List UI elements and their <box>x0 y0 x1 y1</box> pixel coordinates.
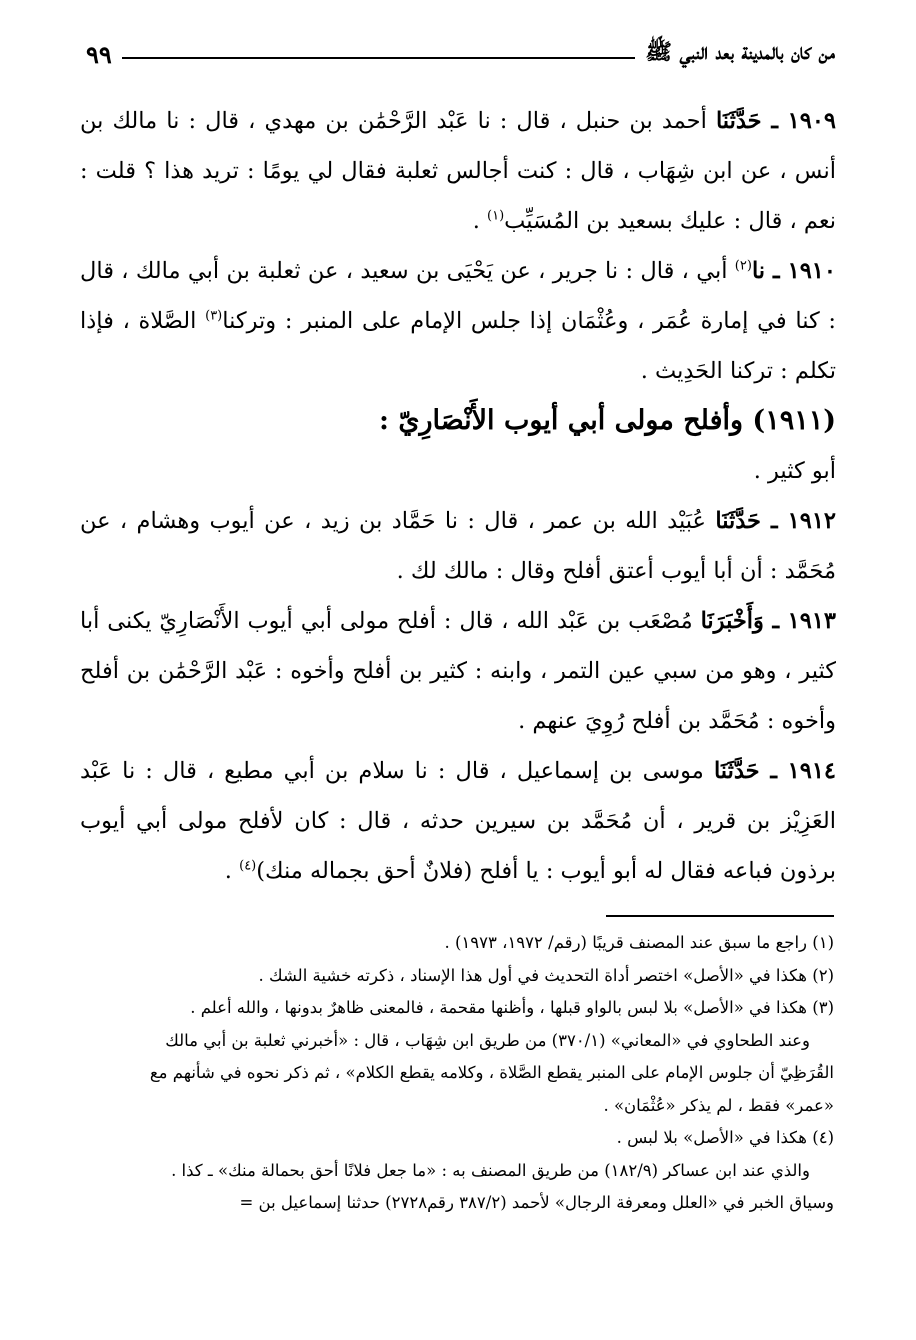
hadith-text: موسى بن إسماعيل ، قال : نا سلام بن أبي مطيع ، قال : نا عَبْد العَزِيْز بن قرير ، أن مُحَمَّد بن سيرين حدثه ، قال : كان لأفلح مولى أبي أيوب برذون فباعه فقال له أبو أيوب : يا أفلح (فلانٌ أحق بجماله منك) <box>80 758 836 884</box>
footnote-separator <box>606 915 834 917</box>
footnote-4-cont: وسياق الخبر في «العلل ومعرفة الرجال» لأحمد (٣٨٧/٢ رقم٢٧٢٨) حدثنا إسماعيل بن = <box>239 1193 834 1212</box>
hadith-text: مُصْعَب بن عَبْد الله ، قال : أفلح مولى أبي أيوب الأَنْصَارِيّ يكنى أبا كثير ، وهو من سبي عين التمر ، وابنه : كثير بن أفلح وأخوه : عَبْد الرَّحْمَٰن بن أفلح وأخوه : مُحَمَّد بن أفلح رُوِيَ عنهم . <box>80 608 836 734</box>
hadith-number: ١٩٠٩ ـ حَدَّثَنَا <box>715 108 837 134</box>
footnote-ref[interactable]: (٣) <box>205 308 223 324</box>
footnote-2: (٢) هكذا في «الأصل» اختصر أداة التحديث في أول هذا الإسناد ، ذكرته خشية الشك . <box>258 965 834 985</box>
footnote-ref[interactable]: (١) <box>487 208 505 224</box>
footnote-ref[interactable]: (٤) <box>239 858 257 874</box>
hadith-number: ١٩١٢ ـ حَدَّثَنَا <box>715 508 836 534</box>
hadith-number: ١٩١٠ ـ نا <box>751 258 836 284</box>
page-number: ٩٩ <box>86 39 112 69</box>
chapter-heading: (١٩١١) وأفلح مولى أبي أيوب الأَنْصَارِيّ : <box>378 405 836 436</box>
kunya-line: أبو كثير . <box>753 458 836 484</box>
hadith-text: أبي ، قال : نا جرير ، عن يَحْيَى بن سعيد ، عن ثعلبة بن أبي مالك ، قال : كنا في إمارة عُمَر ، وعُثْمَان إذا جلس الإمام على المنبر : وتركنا <box>80 258 837 334</box>
footnote-4-cont: والذي عند ابن عساكر (١٨٢/٩) من طريق المصنف به : «ما جعل فلانًا أحق بحمالة منك» ـ كذا . <box>171 1160 810 1180</box>
hadith-tail: . <box>224 858 240 884</box>
hadith-1913 <box>80 596 836 746</box>
footnote-3: (٣) هكذا في «الأصل» بلا لبس بالواو قبلها ، وأظنها مقحمة ، فالمعنى ظاهرٌ بدونها ، والله أعلم . <box>190 998 834 1017</box>
footnotes <box>78 915 834 1220</box>
hadith-1912 <box>80 496 836 596</box>
header-rule <box>122 57 636 59</box>
hadith-tail: . <box>472 208 488 234</box>
footnote-3-cont: وعند الطحاوي في «المعاني» (٣٧٠/١) من طريق ابن شِهَاب ، قال : «أخبرني ثعلبة بن أبي مالك <box>165 1030 810 1050</box>
footnote-3-cont: «عمر» فقط ، لم يذكر «عُثْمَان» . <box>603 1095 834 1115</box>
hadith-number: ١٩١٣ ـ وَأَخْبَرَنَا <box>700 608 837 634</box>
footnote-ref[interactable]: (٢) <box>734 258 752 274</box>
hadith-text: عُبَيْد الله بن عمر ، قال : نا حَمَّاد بن زيد ، عن أيوب وهشام ، عن مُحَمَّد : أن أبا أيوب أعتق أفلح وقال : مالك لك . <box>80 508 836 584</box>
footnote-4: (٤) هكذا في «الأصل» بلا لبس . <box>616 1128 834 1147</box>
hadith-number: ١٩١٤ ـ حَدَّثَنَا <box>713 758 837 784</box>
running-title: من كان بالمدينة بعد النبي ﷺ <box>645 39 835 65</box>
running-header <box>80 34 835 74</box>
hadith-text: أحمد بن حنبل ، قال : نا عَبْد الرَّحْمَٰن بن مهدي ، قال : نا مالك بن أنس ، عن ابن شِهَاب ، قال : كنت أجالس ثعلبة فقال لي يومًا : تريد هذا ؟ قلت : نعم ، قال : عليك بسعيد بن المُسَيِّب <box>80 108 836 234</box>
footnote-1: (١) راجع ما سبق عند المصنف قريبًا (رقم/ ١٩٧٢، ١٩٧٣) . <box>444 933 834 952</box>
hadith-text: الصَّلاة ، فإذا تكلم : تركنا الحَدِيث . <box>80 308 836 384</box>
hadith-1909 <box>80 96 836 246</box>
footnote-3-cont: القُرَظِيّ أن جلوس الإمام على المنبر يقطع الصَّلاة ، وكلامه يقطع الكلام» ، ثم ذكر نحوه في شأنهم مع <box>149 1063 834 1082</box>
hadith-1914 <box>80 746 836 896</box>
hadith-1910 <box>80 246 836 396</box>
main-text <box>80 96 836 896</box>
